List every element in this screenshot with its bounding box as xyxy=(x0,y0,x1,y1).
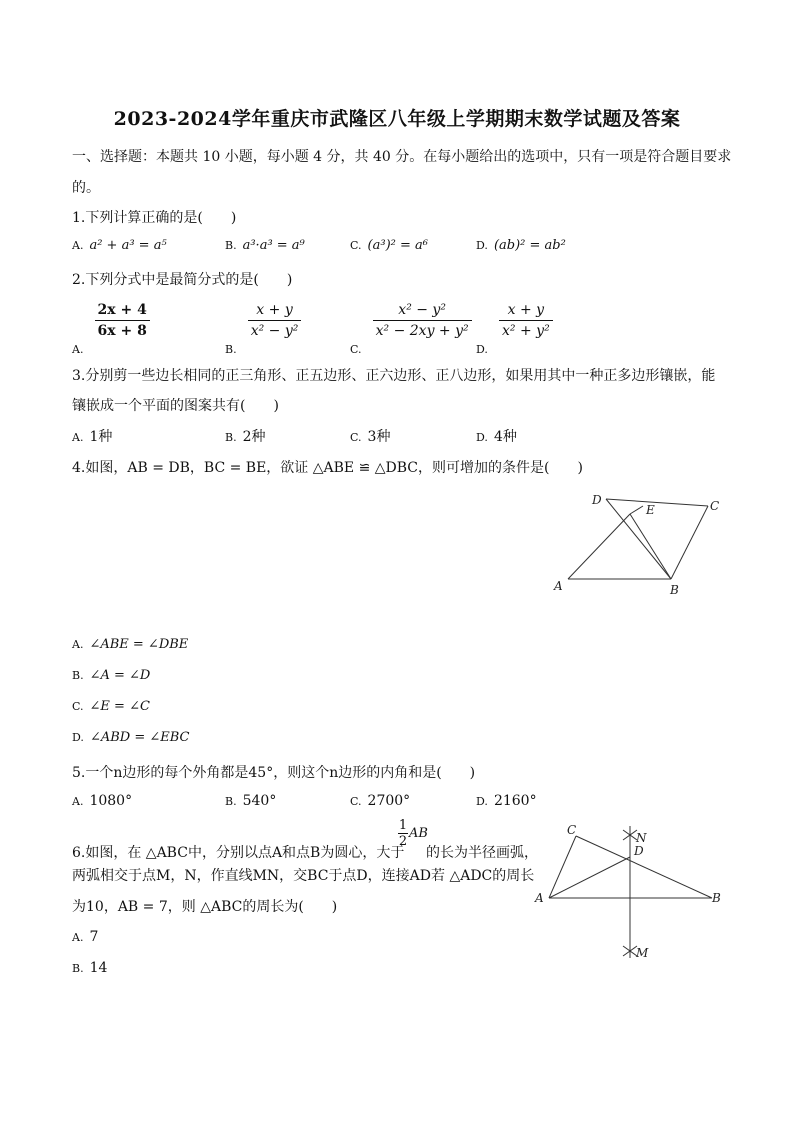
q2-option-d: $_{D.}$ $\frac{x + y}{\text{x² + y²}}$ xyxy=(476,302,553,356)
q5-option-b: B. 540° xyxy=(225,793,277,809)
q4-label-c: C xyxy=(710,499,720,513)
section-header-line2: 的。 xyxy=(72,180,100,196)
q6-segment-cb xyxy=(576,836,712,898)
q3-option-a: A. 1种 xyxy=(72,429,113,445)
q6-label-b: B xyxy=(712,891,721,905)
q6-label-a: A xyxy=(535,891,544,905)
q3-stem-line2: 镶嵌成一个平面的图案共有( ) xyxy=(72,398,279,414)
q6-segment-ad xyxy=(549,857,630,898)
q4-label-e: E xyxy=(646,503,655,517)
q4-option-d: D. ∠ABD = ∠EBC xyxy=(72,730,190,745)
q3-option-b: B. 2种 xyxy=(225,429,266,445)
q3-stem-line1: 3.分别剪一些边长相同的正三角形、正五边形、正六边形、正八边形，如果用其中一种正多边形镶嵌，能 xyxy=(72,368,716,384)
q6-label-n: N xyxy=(636,831,647,845)
q4-segment-ae xyxy=(568,514,630,579)
page-title: 2023-2024学年重庆市武隆区八年级上学期期末数学试题及答案 xyxy=(113,108,681,130)
q6-stem-line1a: 6.如图，在 △ABC中，分别以点A和点B为圆心，大于 xyxy=(72,845,405,861)
q2-option-b: $_{B.}$ $\frac{x + y}{\text{x² − y²}}$ xyxy=(225,302,301,356)
q6-stem-line1b: 的长为半径画弧， xyxy=(426,845,538,861)
q4-segment-cb xyxy=(671,506,708,579)
q1-option-b: B. a³·a³ = a⁹ xyxy=(225,238,305,253)
q4-figure xyxy=(548,486,728,598)
q1-stem: 1.下列计算正确的是( ) xyxy=(72,210,237,226)
q6-segment-ac xyxy=(549,836,576,898)
q5-stem: 5.一个n边形的每个外角都是45°，则这个n边形的内角和是( ) xyxy=(72,765,476,781)
section-header-line1: 一、选择题：本题共 10 小题，每小题 4 分，共 40 分。在每小题给出的选项中，只有一项是符合题目要求 xyxy=(72,149,732,165)
q6-stem-line3: 为10，AB = 7，则 △ABC的周长为( ) xyxy=(72,899,338,915)
q4-option-c: C. ∠E = ∠C xyxy=(72,699,150,714)
q6-option-a: A. 7 xyxy=(72,929,99,945)
q4-label-a: A xyxy=(554,579,563,593)
q6-label-m: M xyxy=(636,946,649,960)
q6-stem-line2: 两弧相交于点M，N，作直线MN，交BC于点D，连接AD若 △ADC的周长 xyxy=(72,868,535,884)
q6-figure xyxy=(530,818,730,966)
q6-label-c: C xyxy=(567,823,577,837)
q4-stem: 4.如图，AB = DB，BC = BE，欲证 △ABE ≌ △DBC，则可增加的条件是( ) xyxy=(72,460,583,476)
q1-option-c: C. (a³)² = a⁶ xyxy=(350,238,428,253)
q6-label-d: D xyxy=(634,844,644,858)
q5-option-c: C. 2700° xyxy=(350,793,411,809)
q4-option-b: B. ∠A = ∠D xyxy=(72,668,151,683)
q4-segment-db xyxy=(606,499,671,579)
q2-option-a: $_{A.}$ $\frac{2x + 4}{6x + 8}$ xyxy=(72,302,150,356)
q1-option-d: D. (ab)² = ab² xyxy=(476,238,566,253)
q6-fraction-ab: AB xyxy=(409,826,428,841)
q4-label-d: D xyxy=(592,493,602,507)
q4-segment-eb xyxy=(630,514,671,579)
q5-option-a: A. 1080° xyxy=(72,793,133,809)
q3-option-c: C. 3种 xyxy=(350,429,391,445)
q5-option-d: D. 2160° xyxy=(476,793,537,809)
q4-label-b: B xyxy=(670,583,679,597)
q1-option-a: A. a² + a³ = a⁵ xyxy=(72,238,167,253)
q4-segment-e-top xyxy=(630,506,643,514)
q3-option-d: D. 4种 xyxy=(476,429,517,445)
q2-option-c: $_{C.}$ $\frac{\text{x² − y²}}{\text{x² − 2xy + y²}}$ xyxy=(350,302,472,356)
q4-segment-dc xyxy=(606,499,708,506)
q6-option-b: B. 14 xyxy=(72,960,108,976)
q6-fraction: 1 2 xyxy=(398,818,408,849)
q2-stem: 2.下列分式中是最简分式的是( ) xyxy=(72,272,293,288)
q4-option-a: A. ∠ABE = ∠DBE xyxy=(72,637,189,652)
